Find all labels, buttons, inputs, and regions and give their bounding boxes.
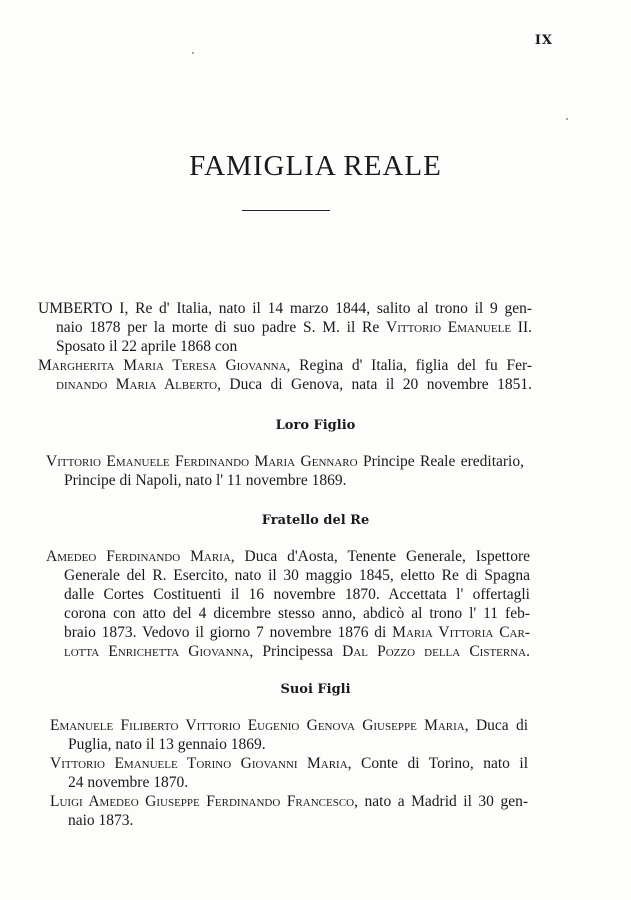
king-father-name: Vittorio Emanuele II.	[386, 319, 533, 336]
queen-father-name: dinando Maria Alberto	[56, 376, 218, 393]
page-title: FAMIGLIA REALE	[189, 150, 442, 182]
child-2-name: Vittorio Emanuele Torino Giovanni Maria	[50, 755, 348, 772]
brother-text: braio 1873. Vedovo il giorno 7 novembre 1876 di	[64, 624, 393, 641]
scan-speck	[192, 52, 194, 54]
king-line-5	[38, 375, 532, 394]
brother-line-3: dalle Cortes Costituenti il 16 novembre 1870. Accettata l' offertagli	[64, 586, 530, 603]
child-text: , nato a Madrid il 30 gen-	[354, 793, 528, 810]
brother-wife-family: Dal Pozzo della Cisterna	[342, 643, 527, 660]
page-number: IX	[534, 33, 553, 48]
brother-line-4: corona con atto del 4 dicembre stesso anno, abdicò al trono l' 11 feb-	[64, 605, 530, 622]
king-text: , Re d' Italia, nato il 14 marzo 1844, salito al trono il 9 gen-	[124, 300, 532, 317]
king-line-3: Sposato il 22 aprile 1868 con	[56, 338, 238, 355]
son-paragraph	[46, 452, 524, 490]
child-3-name: Luigi Amedeo Giuseppe Ferdinando Francesco	[50, 793, 355, 810]
section-heading-brother: Fratello del Re	[261, 513, 370, 528]
son-name: Vittorio Emanuele Ferdinando Maria Gennaro	[46, 453, 358, 470]
child-text: , Conte di Torino, nato il	[347, 755, 528, 772]
child-3-line-1	[50, 792, 528, 811]
section-heading-son: Loro Figlio	[275, 418, 356, 433]
section-heading-children: Suoi Figli	[280, 682, 351, 697]
son-line-1	[46, 452, 524, 471]
brother-text: , Principessa	[249, 643, 343, 660]
king-line-4	[38, 356, 532, 375]
child-1-name: Emanuele Filiberto Vittorio Eugenio Genova Giuseppe Maria	[50, 717, 465, 734]
son-text: Principe Reale ereditario,	[357, 453, 524, 470]
king-text: naio 1878 per la morte di suo padre S. M. il Re	[56, 319, 387, 336]
brother-text: .	[526, 643, 530, 660]
child-1-line-2: Puglia, nato il 13 gennaio 1869.	[68, 736, 266, 753]
king-text: , Duca di Genova, nata il 20 novembre 1851.	[217, 376, 532, 393]
scan-speck	[566, 118, 568, 120]
title-divider	[242, 210, 330, 211]
child-2-line-2: 24 novembre 1870.	[68, 774, 189, 791]
child-1-line-1	[50, 716, 528, 735]
brother-line-2: Generale del R. Esercito, nato il 30 maggio 1845, eletto Re di Spagna	[64, 567, 530, 584]
brother-wife-name: Maria Vittoria Car-	[392, 624, 530, 641]
king-text: , Regina d' Italia, figlia del fu Fer-	[286, 357, 533, 374]
brother-line-1	[46, 547, 530, 566]
child-text: , Duca di	[464, 717, 528, 734]
brother-paragraph	[46, 547, 530, 661]
queen-name: Margherita Maria Teresa Giovanna	[38, 357, 287, 374]
child-3-line-2: naio 1873.	[68, 812, 134, 829]
brother-text: , Duca d'Aosta, Tenente Generale, Ispettore	[230, 548, 530, 565]
child-2-line-1	[50, 754, 528, 773]
king-line-1	[38, 299, 532, 318]
brother-line-5	[46, 623, 530, 642]
son-line-2: Principe di Napoli, nato l' 11 novembre 1869.	[64, 472, 347, 489]
brother-name: Amedeo Ferdinando Maria	[46, 548, 231, 565]
king-paragraph	[38, 299, 532, 394]
brother-wife-name: lotta Enrichetta Giovanna	[64, 643, 250, 660]
king-line-2	[38, 318, 532, 337]
children-list	[50, 716, 528, 830]
brother-line-6	[46, 642, 530, 661]
king-name: UMBERTO I	[38, 300, 125, 317]
